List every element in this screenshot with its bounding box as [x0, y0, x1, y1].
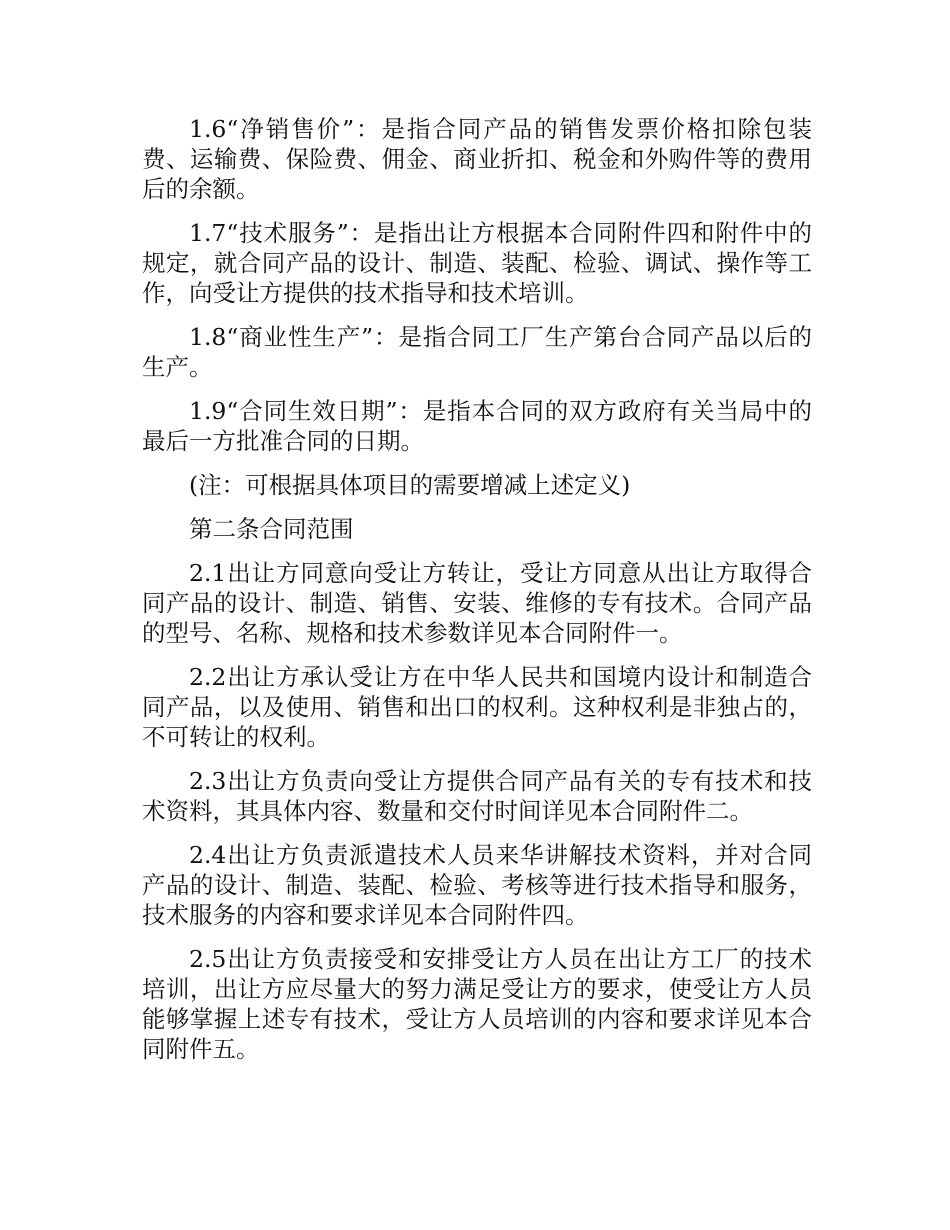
paragraph-1-6-definition: 1.6“净销售价”：是指合同产品的销售发票价格扣除包装费、运输费、保险费、佣金、商业折扣、税金和外购件等的费用后的余额。	[142, 115, 812, 203]
paragraph-1-8-definition: 1.8“商业性生产”：是指合同工厂生产第台合同产品以后的生产。	[142, 323, 812, 381]
document-body	[142, 114, 812, 1078]
section-heading-article-2: 第二条合同范围	[189, 515, 354, 543]
paragraph-2-3: 2.3出让方负责向受让方提供合同产品有关的专有技术和技术资料，其具体内容、数量和交付时间详见本合同附件二。	[142, 767, 812, 825]
paragraph-1-7-definition: 1.7“技术服务”：是指出让方根据本合同附件四和附件中的规定，就合同产品的设计、制造、装配、检验、调试、操作等工作，向受让方提供的技术指导和技术培训。	[142, 219, 812, 307]
paragraph-2-4: 2.4出让方负责派遣技术人员来华讲解技术资料，并对合同产品的设计、制造、装配、检验、考核等进行技术指导和服务，技术服务的内容和要求详见本合同附件四。	[142, 841, 812, 929]
note-paragraph: (注：可根据具体项目的需要增减上述定义)	[189, 471, 631, 499]
paragraph-2-2: 2.2出让方承认受让方在中华人民共和国境内设计和制造合同产品，以及使用、销售和出口的权利。这种权利是非独占的，不可转让的权利。	[142, 663, 812, 751]
paragraph-1-9-definition: 1.9“合同生效日期”：是指本合同的双方政府有关当局中的最后一方批准合同的日期。	[142, 397, 812, 455]
paragraph-2-1: 2.1出让方同意向受让方转让，受让方同意从出让方取得合同产品的设计、制造、销售、安装、维修的专有技术。合同产品的型号、名称、规格和技术参数详见本合同附件一。	[142, 559, 812, 647]
paragraph-2-5: 2.5出让方负责接受和安排受让方人员在出让方工厂的技术培训，出让方应尽量大的努力满足受让方的要求，使受让方人员能够掌握上述专有技术，受让方人员培训的内容和要求详见本合同附件五。	[142, 945, 812, 1063]
